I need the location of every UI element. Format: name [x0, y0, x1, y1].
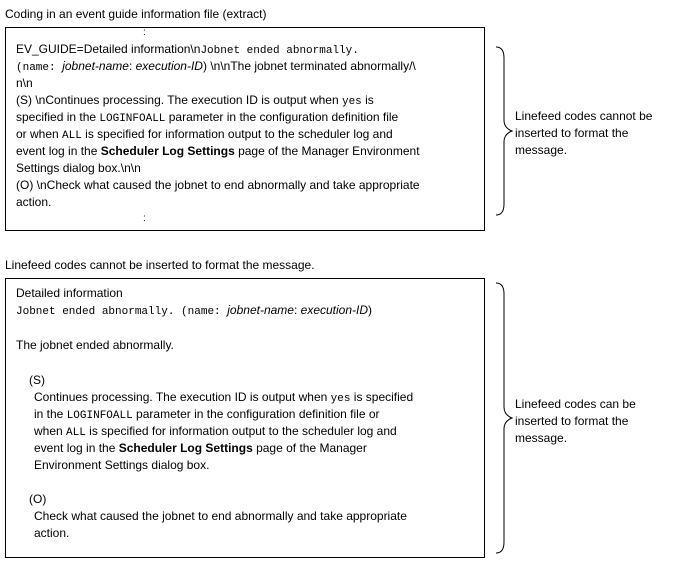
- code-line-8: Settings dialog box.\n\n: [16, 161, 141, 175]
- o-label: (O): [29, 492, 47, 506]
- s-line-2: in the LOGINFOALL parameter in the configuration definition file or: [34, 407, 380, 422]
- code-line-1: EV_GUIDE=Detailed information\nJobnet ended abnormally.: [16, 42, 359, 57]
- code-line-7: event log in the Scheduler Log Settings page of the Manager Environment: [16, 144, 420, 158]
- note-2: Linefeed codes can be inserted to format the message.: [515, 397, 636, 445]
- ellipsis-bottom: :: [143, 213, 146, 224]
- ellipsis-top: :: [143, 27, 146, 38]
- code-line-3: n\n: [16, 76, 33, 90]
- s-line-1: Continues processing. The execution ID is output when yes is specified: [34, 390, 414, 405]
- o-line-1: Check what caused the jobnet to end abnormally and take appropriate: [34, 509, 407, 523]
- brace-2: [492, 282, 516, 554]
- code-line-2: (name: jobnet-name: execution-ID) \n\nThe jobnet terminated abnormally/\: [16, 59, 416, 74]
- code-line-9: (O) \nCheck what caused the jobnet to end abnormally and take appropriate: [16, 178, 420, 192]
- ended-line: The jobnet ended abnormally.: [16, 338, 174, 352]
- section2-caption: Linefeed codes cannot be inserted to format the message.: [5, 258, 315, 272]
- code-line-10: action.: [16, 195, 52, 209]
- code-line-6: or when ALL is specified for information output to the scheduler log and: [16, 127, 393, 142]
- s-line-5: Environment Settings dialog box.: [34, 458, 210, 472]
- code-line-4: (S) \nContinues processing. The execution ID is output when yes is: [16, 93, 374, 108]
- message-title: Detailed information: [16, 286, 123, 300]
- s-label: (S): [29, 373, 45, 387]
- s-line-4: event log in the Scheduler Log Settings page of the Manager: [34, 441, 367, 455]
- brace-1: [492, 46, 516, 216]
- s-line-3: when ALL is specified for information output to the scheduler log and: [34, 424, 397, 439]
- message-text: Jobnet ended abnormally. (name: jobnet-name: execution-ID): [16, 303, 373, 318]
- note-1: Linefeed codes cannot be inserted to format the message.: [515, 109, 653, 157]
- code-line-5: specified in the LOGINFOALL parameter in the configuration definition file: [16, 110, 399, 125]
- o-line-2: action.: [34, 526, 70, 540]
- section1-caption: Coding in an event guide information file (extract): [5, 7, 267, 21]
